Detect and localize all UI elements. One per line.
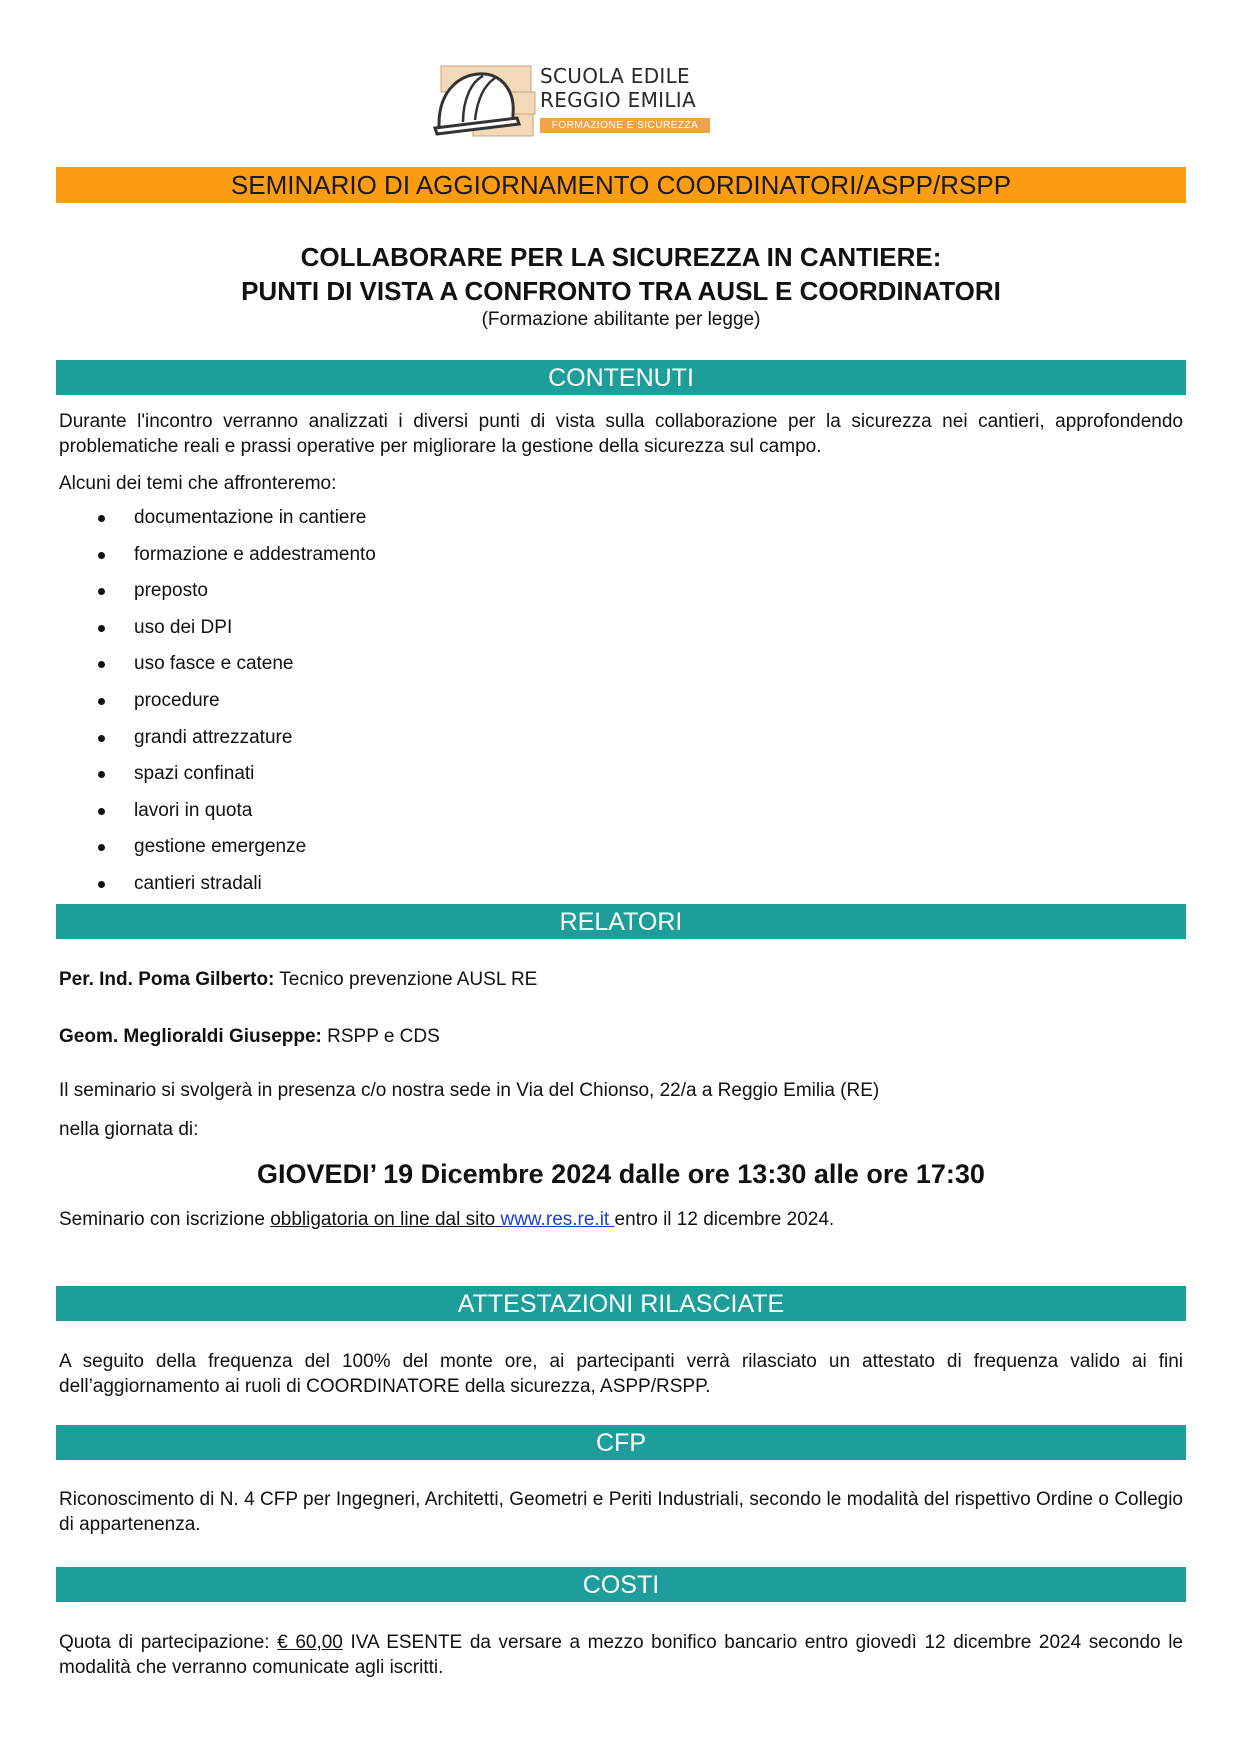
- event-date: GIOVEDI’ 19 Dicembre 2024 dalle ore 13:30 alle ore 17:30: [257, 1159, 985, 1189]
- list-item: preposto: [96, 577, 376, 614]
- topics-list: [96, 504, 376, 907]
- bullet-icon: [98, 588, 105, 595]
- list-item: uso fasce e catene: [96, 650, 376, 687]
- page-title-line-1: COLLABORARE PER LA SICUREZZA IN CANTIERE:: [300, 242, 942, 272]
- speaker-1: [59, 967, 537, 992]
- contenuti-lead: Alcuni dei temi che affronteremo:: [59, 473, 337, 494]
- section-heading-relatori: RELATORI: [56, 904, 1186, 939]
- bullet-icon: [98, 771, 105, 778]
- bullet-icon: [98, 808, 105, 815]
- speaker-2: [59, 1024, 440, 1049]
- logo: [433, 62, 723, 140]
- registration-link[interactable]: www.res.re.it: [500, 1209, 615, 1230]
- contenuti-intro: Durante l'incontro verranno analizzati i diversi punti di vista sulla collaborazione per la sicurezza nei cantieri, approfondendo problematiche reali e prassi operative per migliorare la gestione della sicurezza sul campo.: [59, 411, 1183, 457]
- bullet-icon: [98, 515, 105, 522]
- section-heading-costi: COSTI: [56, 1567, 1186, 1602]
- list-item: gestione emergenze: [96, 833, 376, 870]
- speaker-2-role: RSPP e CDS: [321, 1026, 440, 1047]
- list-item: grandi attrezzature: [96, 724, 376, 761]
- logo-line-2: REGGIO EMILIA: [540, 88, 696, 112]
- logo-tagline: FORMAZIONE E SICUREZZA: [540, 118, 710, 133]
- list-item: documentazione in cantiere: [96, 504, 376, 541]
- logo-line-1: SCUOLA EDILE: [540, 64, 690, 88]
- bullet-icon: [98, 661, 105, 668]
- seminar-type-banner: SEMINARIO DI AGGIORNAMENTO COORDINATORI/ASPP/RSPP: [56, 167, 1186, 203]
- event-location: Il seminario si svolgerà in presenza c/o nostra sede in Via del Chionso, 22/a a Reggio Emilia (RE): [59, 1080, 880, 1101]
- price: € 60,00: [277, 1632, 343, 1653]
- bullet-icon: [98, 881, 105, 888]
- list-item: procedure: [96, 687, 376, 724]
- bullet-icon: [98, 625, 105, 632]
- registration-note: Seminario con iscrizione obbligatoria on line dal sito www.res.re.it entro il 12 dicembre 2024.: [59, 1209, 835, 1230]
- list-item: uso dei DPI: [96, 614, 376, 651]
- speaker-1-name: Per. Ind. Poma Gilberto:: [59, 969, 275, 990]
- section-heading-contenuti: CONTENUTI: [56, 360, 1186, 395]
- event-day-lead: nella giornata di:: [59, 1119, 199, 1140]
- list-item: spazi confinati: [96, 760, 376, 797]
- list-item: lavori in quota: [96, 797, 376, 834]
- list-item: cantieri stradali: [96, 870, 376, 907]
- bullet-icon: [98, 698, 105, 705]
- cfp-text: Riconoscimento di N. 4 CFP per Ingegneri, Architetti, Geometri e Periti Industriali, secondo le modalità del rispettivo Ordine o Collegio di appartenenza.: [59, 1489, 1183, 1535]
- bullet-icon: [98, 552, 105, 559]
- registration-underlined: obbligatoria on line dal sito: [270, 1209, 501, 1230]
- page-subtitle: (Formazione abilitante per legge): [481, 309, 761, 330]
- speaker-1-role: Tecnico prevenzione AUSL RE: [274, 969, 538, 990]
- hard-hat-bricks-icon: [433, 62, 538, 140]
- costi-text: Quota di partecipazione: € 60,00 IVA ESENTE da versare a mezzo bonifico bancario entro giovedì 12 dicembre 2024 secondo le modalità che verranno comunicate agli iscritti.: [59, 1632, 1183, 1678]
- attestazioni-text: A seguito della frequenza del 100% del monte ore, ai partecipanti verrà rilasciato un attestato di frequenza valido ai fini dell’aggiornamento ai ruoli di COORDINATORE della sicurezza, ASPP/RSPP.: [59, 1351, 1183, 1397]
- bullet-icon: [98, 735, 105, 742]
- speaker-2-name: Geom. Meglioraldi Giuseppe:: [59, 1026, 322, 1047]
- bullet-icon: [98, 844, 105, 851]
- page-title-line-2: PUNTI DI VISTA A CONFRONTO TRA AUSL E COORDINATORI: [241, 276, 1001, 306]
- section-heading-cfp: CFP: [56, 1425, 1186, 1460]
- list-item: formazione e addestramento: [96, 541, 376, 578]
- section-heading-attestazioni: ATTESTAZIONI RILASCIATE: [56, 1286, 1186, 1321]
